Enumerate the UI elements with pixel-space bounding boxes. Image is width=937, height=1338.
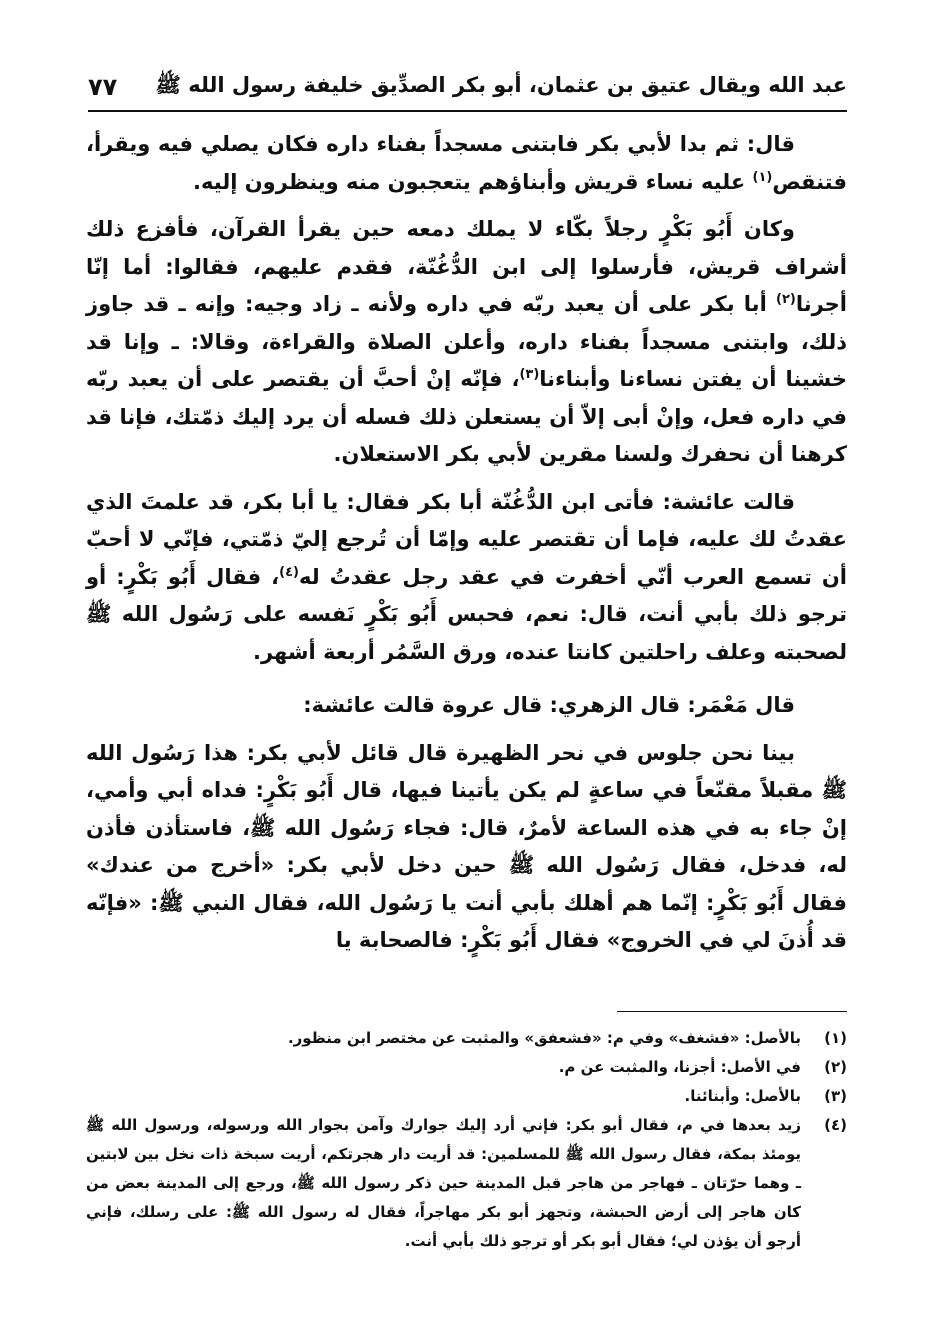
paragraph (86, 687, 847, 725)
footnote-ref: (٢) (775, 292, 796, 307)
footnote (86, 1082, 847, 1111)
page-number: ٧٧ (88, 73, 118, 101)
footnote-text: بالأصل: وأبنائنا. (684, 1087, 801, 1105)
footnote-number: (١) (824, 1029, 847, 1047)
header-title: عبد الله ويقال عتيق بن عثمان، أبو بكر الصدِّيق خليفة رسول الله ﷺ (155, 72, 847, 97)
paragraph (86, 126, 847, 201)
footnote (86, 1024, 847, 1053)
paragraph-text: ، فقال أَبُو بَكْرٍ: أو ترجو ذلك بأبي أنت، قال: نعم، فحبس أَبُو بَكْرٍ نَفسه على رَسُول الله ﷺ لصحبته وعلف راحلتين كانتا عنده، ورق السَّمُر أربعة أشهر. (86, 564, 847, 664)
footnote (86, 1053, 847, 1082)
paragraph (86, 484, 847, 672)
paragraph (86, 735, 847, 960)
footnote-number: (٢) (824, 1058, 847, 1076)
footnotes (86, 1024, 847, 1256)
footnote-text: في الأصل: أجزنا، والمثبت عن م. (558, 1058, 801, 1076)
paragraph-text: قال: ثم بدا لأبي بكر فابتنى مسجداً بفناء داره فكان يصلي فيه ويقرأ، فتنقص (86, 132, 847, 194)
footnote-ref: (٤) (279, 564, 299, 580)
footnote-ref: (٣) (519, 367, 540, 382)
footnote-text: زيد بعدها في م، فقال أبو بكر: فإني أرد إليك جوارك وآمن بجوار الله ورسوله، ورسول الله ﷺ يومئذ بمكة، فقال رسول الله ﷺ للمسلمين: قد أريت دار هجرتكم، أريت سبخة ذات نخل بين لابتين ـ وهما حرّتان ـ فهاجر من هاجر قبل المدينة حين ذكر رسول الله ﷺ، ورجع إلى المدينة بعض من كان هاجر إلى أرض الحبشة، وتجهز أبو بكر مهاجراً، فقال له رسول الله ﷺ: على رسلك، فإني أرجو أن يؤذن لي؛ فقال أبو بكر أو ترجو ذلك بأبي أنت. (86, 1116, 801, 1250)
footnote-number: (٣) (824, 1087, 847, 1105)
paragraph-text: أبا بكر على أن يعبد ربّه في داره ولأنه ـ زاد وجيه: وإنه ـ قد جاوز ذلك، وابتنى مسجداً بفناء داره، وأعلن الصلاة والقراءة، وقالا: ـ وإنا قد خشينا أن يفتن نساءنا وأبناءنا (86, 292, 847, 391)
paragraph-text: وكان أَبُو بَكْرٍ رجلاً بكّاء لا يملك دمعه حين يقرأ القرآن، فأفزع ذلك أشراف قريش، فأرسلوا إلى ابن الدُّغُنّة، فقدم عليهم، فقالوا: أما إنّا أجرنا (86, 217, 847, 316)
paragraph-text: قال مَعْمَر: قال الزهري: قال عروة قالت عائشة: (303, 693, 795, 717)
paragraph-text: بينا نحن جلوس في نحر الظهيرة قال قائل لأبي بكر: هذا رَسُول الله ﷺ مقبلاً مقنّعاً في ساعةٍ لم يكن يأتينا فيها، قال أَبُو بَكْرٍ: فداه أبي وأمي، إنْ جاء به في هذه الساعة لأمرٌ، قال: فجاء رَسُول الله ﷺ، فاستأذن فأذن له، فدخل، فقال رَسُول الله ﷺ حين دخل لأبي بكر: «أخرج من عندك» فقال أَبُو بَكْرٍ: إنّما هم أهلك بأبي أنت يا رَسُول الله، فقال النبي ﷺ: «فإنّه قد أُذنَ لي في الخروج» فقال أَبُو بَكْرٍ: فالصحابة يا (86, 740, 847, 952)
paragraph (86, 211, 847, 474)
running-header (88, 64, 847, 112)
footnote-separator (617, 1011, 847, 1012)
footnote-text: بالأصل: «فشغف» وفي م: «فشعفق» والمثبت عن مختصر ابن منظور. (287, 1029, 801, 1047)
footnote (86, 1111, 847, 1256)
paragraph-text: قالت عائشة: فأتى ابن الدُّغُنّة أبا بكر فقال: يا أبا بكر، قد علمتَ الذي عقدتُ لك عليه، فإما أن تقتصر عليه وإمّا أن تُرجع إليّ ذمّتي، فإنّي لا أحبّ أن تسمع العرب أنّي أخفرت في عقد رجل عقدتُ له (86, 489, 847, 589)
main-text (86, 126, 847, 970)
footnote-number: (٤) (824, 1116, 847, 1134)
paragraph-text: ، فإنّه إنْ أحبَّ أن يقتصر على أن يعبد ربّه في داره فعل، وإنْ أبى إلاّ أن يستعلن ذلك فسله أن يرد إليك ذمّتك، فإنا قد كرهنا أن نحفرك ولسنا مقرين لأبي بكر الاستعلان. (86, 367, 847, 466)
paragraph-text: عليه نساء قريش وأبناؤهم يتعجبون منه وينظرون إليه. (193, 169, 753, 194)
footnote-ref: (١) (752, 169, 773, 185)
